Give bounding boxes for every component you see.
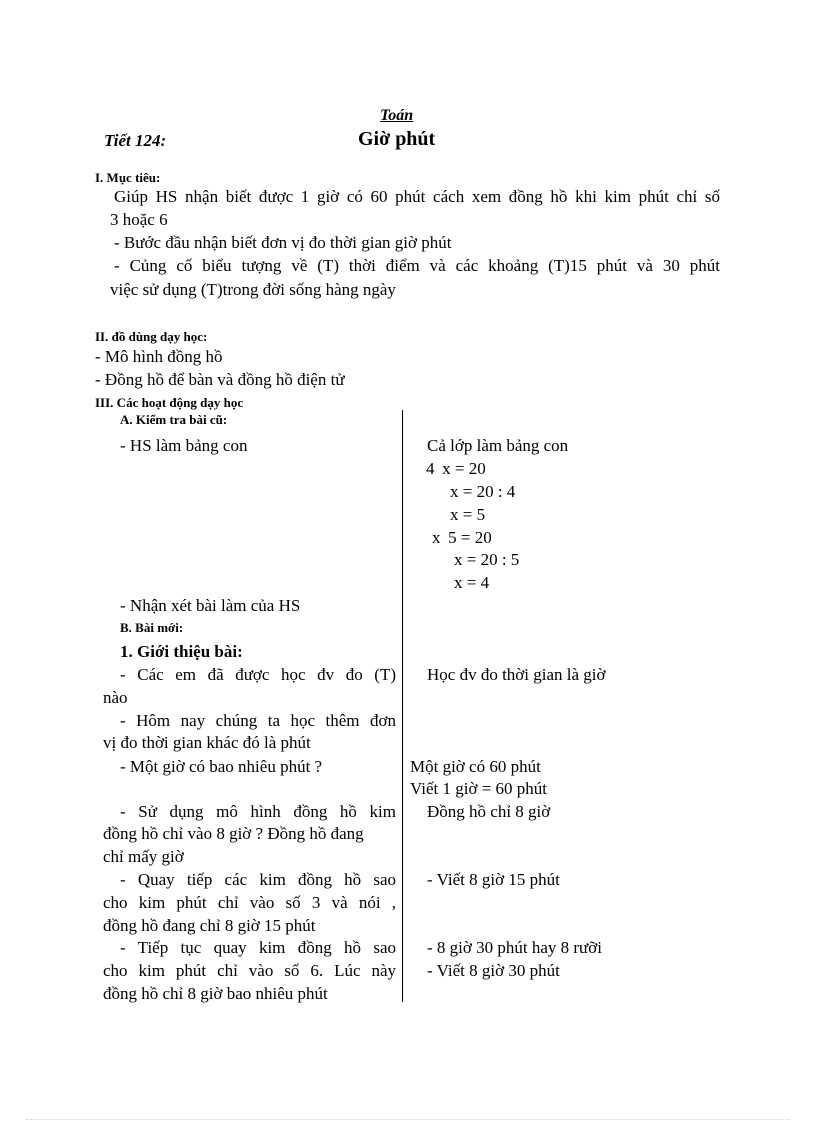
teacher-b6-line-3: đồng hồ chỉ 8 giờ bao nhiêu phút bbox=[103, 984, 328, 1003]
student-b4: Đồng hồ chỉ 8 giờ bbox=[427, 802, 551, 821]
teacher-b5-line-1: - Quay tiếp các kim đồng hồ sao bbox=[120, 870, 396, 889]
teacher-b6-line-2: cho kim phút chỉ vào số 6. Lúc này bbox=[103, 961, 396, 980]
teacher-b2-line-2: vị đo thời gian khác đó là phút bbox=[103, 733, 311, 752]
student-b1: Học đv đo thời gian là giờ bbox=[427, 665, 606, 684]
subject-title: Toán bbox=[380, 107, 414, 124]
teacher-a2: - Nhận xét bài làm của HS bbox=[120, 596, 301, 615]
objective-line-4: - Củng cố biểu tượng về (T) thời điểm và các khoảng (T)15 phút và 30 phút bbox=[114, 256, 720, 275]
teacher-b5-line-2: cho kim phút chỉ vào số 3 và nói , bbox=[103, 893, 396, 912]
student-b3-line-2: Viết 1 giờ = 60 phút bbox=[410, 779, 548, 798]
objective-line-1: Giúp HS nhận biết được 1 giờ có 60 phút cách xem đồng hồ khi kim phút chỉ số bbox=[114, 187, 720, 206]
teacher-b4-line-1: - Sử dụng mô hình đồng hồ kim bbox=[120, 802, 396, 821]
intro-heading: 1. Giới thiệu bài: bbox=[120, 642, 243, 661]
section-a-heading: A. Kiểm tra bài cũ: bbox=[120, 412, 228, 427]
activities-heading: III. Các hoạt động dạy học bbox=[95, 395, 244, 410]
objective-line-5: việc sử dụng (T)trong đời sống hàng ngày bbox=[110, 280, 396, 299]
math-line-3: x = 5 bbox=[450, 505, 486, 524]
math-line-5: x = 20 : 5 bbox=[454, 550, 520, 569]
student-b6-line-2: - Viết 8 giờ 30 phút bbox=[427, 961, 560, 980]
column-divider bbox=[402, 410, 403, 1002]
teacher-b5-line-3: đồng hồ đang chỉ 8 giờ 15 phút bbox=[103, 916, 316, 935]
objective-line-2: 3 hoặc 6 bbox=[110, 210, 168, 229]
objectives-heading: I. Mục tiêu: bbox=[95, 170, 161, 185]
teacher-b6-line-1: - Tiếp tục quay kim đồng hồ sao bbox=[120, 938, 396, 957]
student-b3-line-1: Một giờ có 60 phút bbox=[410, 757, 541, 776]
lesson-title: Giờ phút bbox=[358, 128, 436, 150]
teacher-b4-line-3: chỉ mấy giờ bbox=[103, 847, 184, 866]
material-item-2: - Đồng hồ để bàn và đồng hồ điện tử bbox=[95, 370, 345, 389]
math-line-6: x = 4 bbox=[454, 573, 490, 592]
objective-line-3: - Bước đầu nhận biết đơn vị đo thời gian giờ phút bbox=[114, 233, 452, 252]
math-line-2: x = 20 : 4 bbox=[450, 482, 516, 501]
teacher-b1-line-1: - Các em đã được học đv đo (T) bbox=[120, 665, 396, 684]
math-line-1: 4 x = 20 bbox=[426, 459, 486, 478]
teacher-a1: - HS làm bảng con bbox=[120, 436, 248, 455]
student-a1: Cả lớp làm bảng con bbox=[427, 436, 569, 455]
materials-heading: II. đồ dùng dạy học: bbox=[95, 329, 208, 344]
math-line-4: x 5 = 20 bbox=[432, 528, 492, 547]
page-bottom-border bbox=[26, 1119, 790, 1120]
section-b-heading: B. Bài mới: bbox=[120, 620, 184, 635]
material-item-1: - Mô hình đồng hồ bbox=[95, 347, 223, 366]
teacher-b4-line-2: đồng hồ chỉ vào 8 giờ ? Đồng hồ đang bbox=[103, 824, 364, 843]
student-b5: - Viết 8 giờ 15 phút bbox=[427, 870, 560, 889]
lesson-number: Tiết 124: bbox=[104, 131, 167, 150]
teacher-b2-line-1: - Hôm nay chúng ta học thêm đơn bbox=[120, 711, 396, 730]
student-b6-line-1: - 8 giờ 30 phút hay 8 rưỡi bbox=[427, 938, 602, 957]
teacher-b3: - Một giờ có bao nhiêu phút ? bbox=[120, 757, 323, 776]
teacher-b1-line-2: nào bbox=[103, 688, 128, 707]
